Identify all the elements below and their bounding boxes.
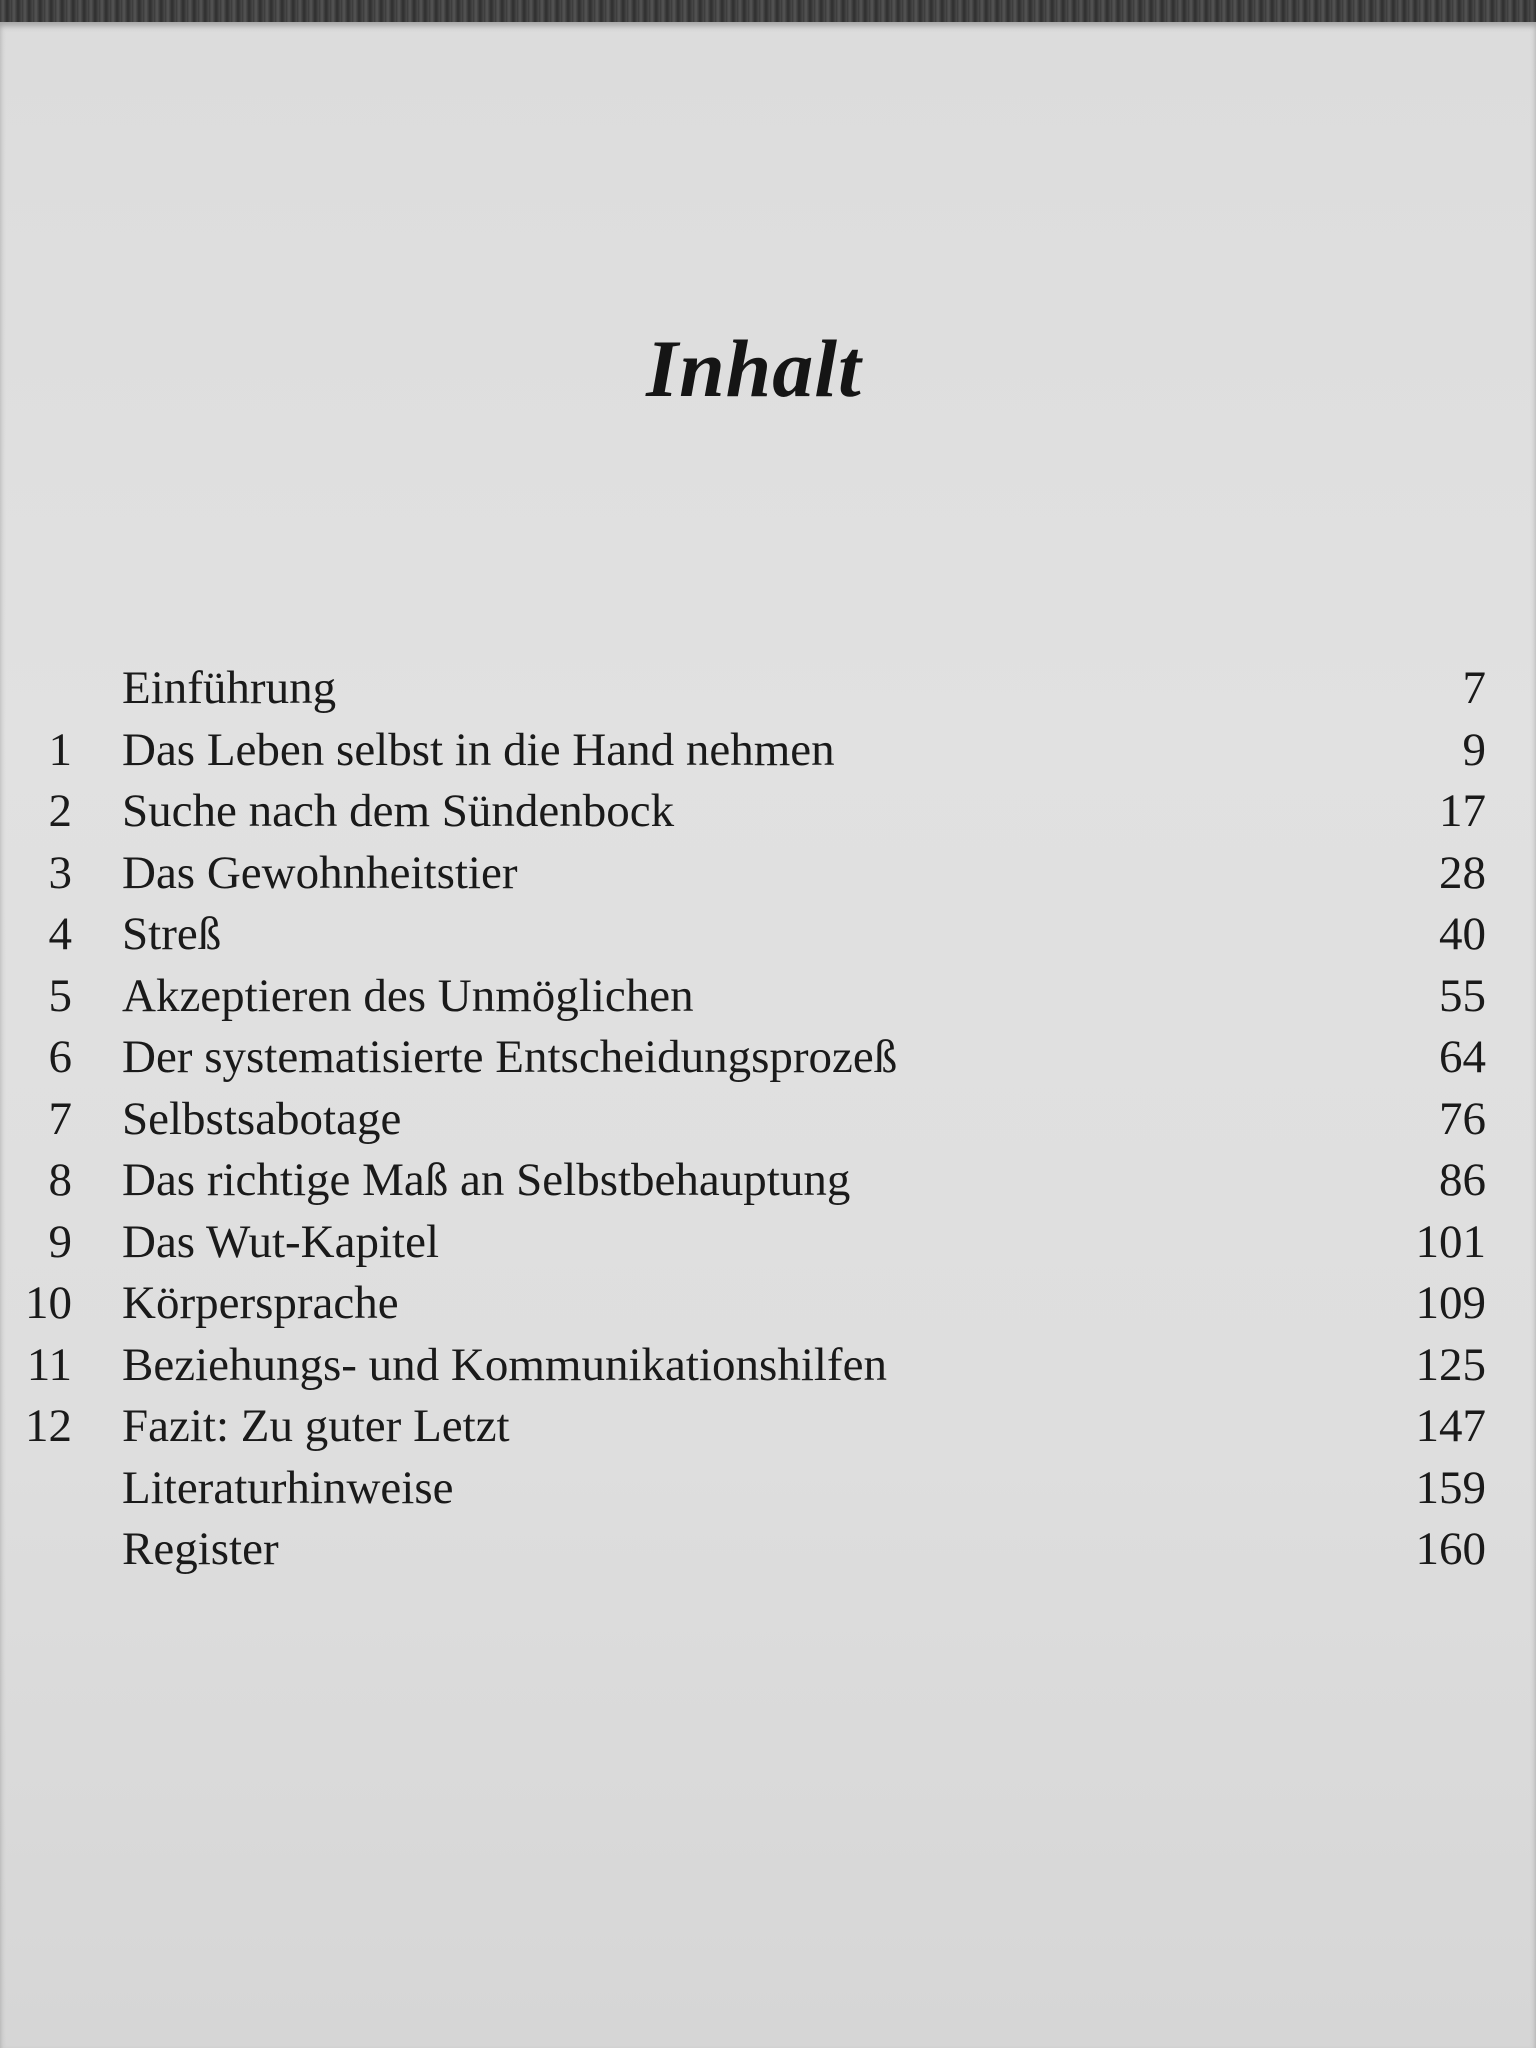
toc-entry	[0, 904, 1536, 966]
toc-entry	[0, 1273, 1536, 1335]
toc-chapter-number: 1	[48, 723, 72, 776]
toc-page-number: 109	[1415, 1277, 1486, 1329]
toc-chapter-title: Streß	[122, 908, 222, 960]
toc-entry	[0, 843, 1536, 905]
toc-chapter-title: Literaturhinweise	[122, 1461, 454, 1514]
toc-page-number: 125	[1415, 1338, 1486, 1391]
toc-page-number: 9	[1462, 723, 1486, 776]
toc-page-number: 159	[1415, 1461, 1486, 1514]
table-of-contents	[0, 658, 1536, 1581]
toc-chapter-title: Suche nach dem Sündenbock	[122, 785, 675, 837]
toc-entry	[0, 781, 1536, 843]
toc-page-number: 76	[1439, 1092, 1486, 1145]
toc-entry	[0, 1150, 1536, 1212]
toc-entry	[0, 966, 1536, 1028]
toc-entry	[0, 1519, 1536, 1581]
toc-entry	[0, 1335, 1536, 1397]
toc-page-number: 101	[1415, 1215, 1486, 1268]
toc-chapter-title: Akzeptieren des Unmöglichen	[122, 969, 694, 1022]
book-page	[0, 22, 1536, 2048]
toc-chapter-title: Einführung	[122, 662, 337, 714]
toc-chapter-title: Fazit: Zu guter Letzt	[122, 1400, 510, 1452]
toc-chapter-title: Das Gewohnheitstier	[122, 846, 518, 899]
toc-chapter-title: Register	[122, 1523, 279, 1575]
toc-chapter-number: 12	[25, 1400, 72, 1452]
toc-chapter-title: Beziehungs- und Kommunikationshilfen	[122, 1338, 887, 1391]
toc-page-number: 7	[1462, 662, 1486, 714]
toc-page-number: 55	[1439, 969, 1486, 1022]
toc-chapter-number: 8	[48, 1154, 72, 1206]
toc-chapter-number: 5	[48, 969, 72, 1022]
toc-page-number: 28	[1439, 846, 1486, 899]
toc-entry	[0, 1396, 1536, 1458]
page-title: Inhalt	[646, 323, 862, 414]
toc-chapter-number: 10	[25, 1277, 72, 1329]
toc-chapter-number: 4	[48, 908, 72, 960]
toc-entry	[0, 1027, 1536, 1089]
toc-page-number: 40	[1439, 908, 1486, 960]
toc-entry	[0, 1212, 1536, 1274]
toc-entry	[0, 658, 1536, 720]
toc-page-number: 17	[1439, 785, 1486, 837]
toc-page-number: 86	[1439, 1154, 1486, 1206]
toc-chapter-number: 3	[48, 846, 72, 899]
toc-chapter-title: Das Leben selbst in die Hand nehmen	[122, 723, 835, 776]
toc-chapter-title: Das richtige Maß an Selbstbehauptung	[122, 1154, 851, 1206]
toc-chapter-title: Der systematisierte Entscheidungsprozeß	[122, 1031, 898, 1083]
toc-entry	[0, 1458, 1536, 1520]
toc-entry	[0, 720, 1536, 782]
toc-chapter-number: 2	[48, 785, 72, 837]
toc-chapter-number: 6	[48, 1031, 72, 1083]
toc-chapter-title: Selbstsabotage	[122, 1092, 402, 1145]
toc-chapter-number: 7	[48, 1092, 72, 1145]
toc-page-number: 64	[1439, 1031, 1486, 1083]
toc-chapter-number: 11	[26, 1338, 72, 1391]
toc-chapter-title: Körpersprache	[122, 1277, 399, 1329]
page-top-edge	[0, 0, 1536, 22]
toc-page-number: 147	[1415, 1400, 1486, 1452]
toc-chapter-number: 9	[48, 1215, 72, 1268]
toc-chapter-title: Das Wut-Kapitel	[122, 1215, 440, 1268]
toc-page-number: 160	[1415, 1523, 1486, 1575]
toc-entry	[0, 1089, 1536, 1151]
